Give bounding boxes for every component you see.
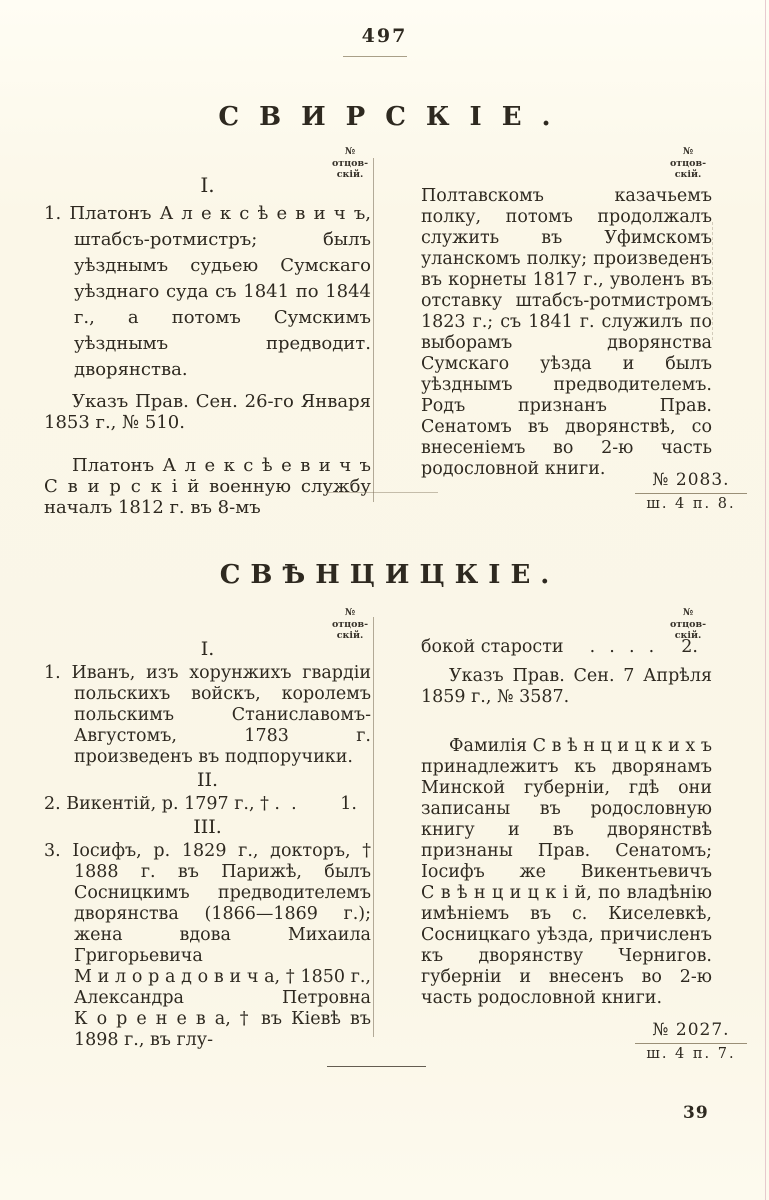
col-header-line2: скій. <box>336 169 364 180</box>
father-number-value: 1. <box>340 794 357 814</box>
svirskie-left-column <box>44 175 371 518</box>
generation-heading: III. <box>193 816 222 838</box>
sventsitskie-right-column <box>421 637 712 1009</box>
continuation-line <box>421 637 712 658</box>
case-number: № 2027. <box>652 1020 730 1040</box>
entry-paragraph: 1. Иванъ, изъ хорунжихъ гвардіи польскихъ войскъ, королемъ польскимъ Станиславомъ-Августомъ, 1783 г. произведенъ въ подпоручики. <box>44 663 371 767</box>
case-number-rule <box>635 493 747 494</box>
generation-heading: I. <box>200 638 215 660</box>
entry-paragraph: 1. Платонъ А л е к с ѣ е в и ч ъ, штабсъ-ротмистръ; былъ уѣзднымъ судьею Сумскаго уѣзднаго суда съ 1841 по 1844 г., а потомъ Сумскимъ уѣзднымъ предводит. дворянства. <box>44 203 371 380</box>
shelf-code: ш. 4 п. 8. <box>646 496 736 512</box>
scan-edge-line <box>765 0 766 1200</box>
col-header-line2: скій. <box>336 630 364 641</box>
right-margin-rule <box>712 222 713 340</box>
note-paragraph: Платонъ А л е к с ѣ е в и ч ъ С в и р с к і й военную службу началъ 1812 г. въ 8-мъ <box>44 455 371 518</box>
dot-leader: . . . . <box>589 637 656 657</box>
page-number-rule <box>343 56 407 57</box>
generation-heading: I. <box>200 173 215 197</box>
decree-paragraph: Указъ Прав. Сен. 7 Апрѣля 1859 г., № 3587. <box>421 666 712 707</box>
faint-separator-dash <box>326 492 438 493</box>
page-number: 497 <box>361 25 408 47</box>
case-number: № 2083. <box>652 470 730 490</box>
family-note-paragraph: Фамилія С в ѣ н ц и ц к и х ъ принадлежитъ къ дворянамъ Минской губерніи, гдѣ они записаны въ родословную книгу и въ дворянствѣ признаны Прав. Сенатомъ; Іосифъ же Викентьевичъ С в ѣ н ц и ц к і й, по владѣнію имѣніемъ въ с. Киселевкѣ, Сосницкаго уѣзда, причисленъ къ дворянству Чернигов. губерніи и внесенъ во 2-ю часть родословной книги. <box>421 736 712 1008</box>
case-number-rule <box>635 1043 747 1044</box>
decree-paragraph: Указъ Прав. Сен. 26-го Января 1853 г., № 510. <box>44 391 371 433</box>
father-number-value: 2. <box>681 637 698 657</box>
col-header-line1: № отцов- <box>669 607 707 630</box>
col-header-line2: скій. <box>674 630 702 641</box>
col-header-line1: № отцов- <box>331 146 369 169</box>
entry-paragraph: 3. Іосифъ, р. 1829 г., докторъ, † 1888 г. въ Парижѣ, былъ Сосницкимъ предводителемъ дворянства (1866—1869 г.); жена вдова Михаила Григорьевича М и л о р а д о в и ч а, † 1850 г., Александра Петровна К о р е н е в а, † въ Кіевѣ въ 1898 г., въ глу- <box>44 841 371 1050</box>
generation-heading: II. <box>196 769 219 791</box>
column-divider-line <box>373 617 374 1037</box>
svirskie-right-column <box>421 186 712 480</box>
continuation-paragraph: Полтавскомъ казачьемъ полку, потомъ продолжалъ служить въ Уфимскомъ уланскомъ полку; произведенъ въ корнеты 1817 г., уволенъ въ отставку штабсъ-ротмистромъ 1823 г.; съ 1841 г. служилъ по выборамъ дворянства Сумскаго уѣзда и былъ уѣзднымъ предводителемъ. Родъ признанъ Прав. Сенатомъ въ дворянствѣ, со внесеніемъ во 2-ю часть родословной книги. <box>421 186 712 479</box>
signature-number: 39 <box>683 1103 709 1123</box>
family-title-svirskie: СВИРСКІЕ. <box>218 102 571 132</box>
col-header-line1: № отцов- <box>669 146 707 169</box>
shelf-code: ш. 4 п. 7. <box>646 1046 736 1062</box>
case-number-block <box>629 1020 753 1062</box>
col-header-line2: скій. <box>674 169 702 180</box>
case-number-block <box>629 470 753 512</box>
column-divider-line <box>373 158 374 502</box>
col-header-father-number <box>664 146 712 181</box>
stray-ink-rule <box>327 1066 426 1067</box>
entry-paragraph <box>44 794 371 815</box>
entry-text: 2. Викентій, р. 1797 г., † . . <box>44 794 297 814</box>
continuation-text: бокой старости <box>421 637 564 657</box>
family-title-sventsitskie: СВѢНЦИЦКІЕ. <box>219 560 560 590</box>
col-header-line1: № отцов- <box>331 607 369 630</box>
sventsitskie-left-column <box>44 637 371 1051</box>
